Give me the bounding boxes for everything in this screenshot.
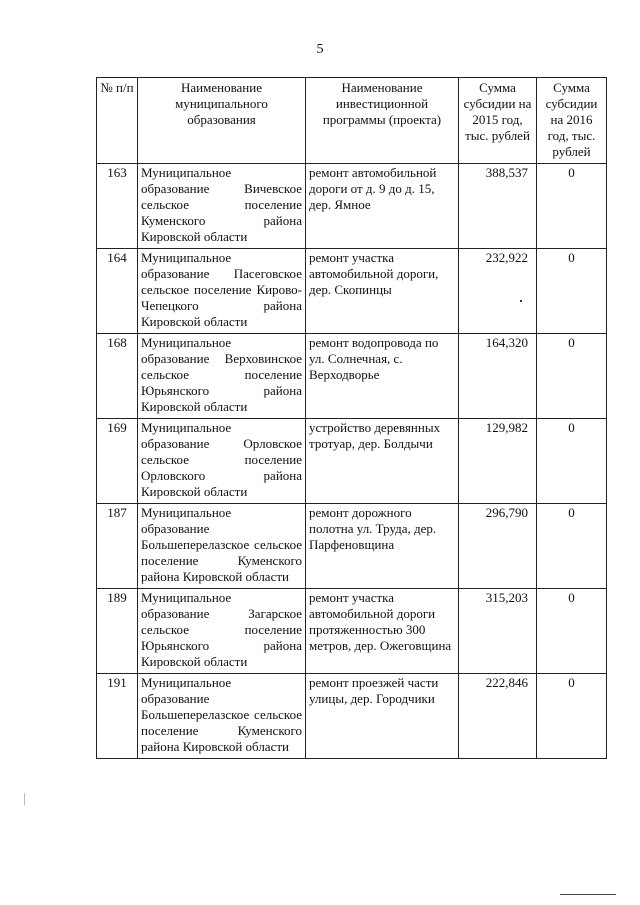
header-num: № п/п xyxy=(97,78,138,164)
sum-2015-cell: 315,203 xyxy=(459,589,537,674)
program-cell: ремонт дорожного полотна ул. Труда, дер. Парфеновщина xyxy=(306,504,459,589)
sum-2016-cell: 0 xyxy=(537,419,607,504)
page-number: 5 xyxy=(316,42,324,57)
row-number: 191 xyxy=(97,674,138,759)
row-number: 169 xyxy=(97,419,138,504)
municipality-cell: Муниципальное образование Большеперелазское сельское поселение Куменского района Кировской области xyxy=(138,504,306,589)
program-cell: ремонт участка автомобильной дороги, дер. Скопинцы xyxy=(306,249,459,334)
row-number: 164 xyxy=(97,249,138,334)
sum-2016-cell: 0 xyxy=(537,589,607,674)
sum-2016-cell: 0 xyxy=(537,334,607,419)
scan-edge-mark xyxy=(24,793,25,805)
program-cell: ремонт автомобильной дороги от д. 9 до д. 15, дер. Ямное xyxy=(306,164,459,249)
sum-2016-cell: 0 xyxy=(537,249,607,334)
row-number: 189 xyxy=(97,589,138,674)
table-row xyxy=(97,249,607,334)
municipality-cell: Муниципальное образование Загарское сельское поселение Юрьянского района Кировской области xyxy=(138,589,306,674)
table-row xyxy=(97,674,607,759)
header-municipality: Наименование муниципального образования xyxy=(138,78,306,164)
row-number: 187 xyxy=(97,504,138,589)
program-cell: устройство деревянных тротуар, дер. Болдычи xyxy=(306,419,459,504)
row-number: 168 xyxy=(97,334,138,419)
table-header xyxy=(97,78,607,164)
sum-2016-cell: 0 xyxy=(537,674,607,759)
sum-2015-cell: 164,320 xyxy=(459,334,537,419)
footer-rule xyxy=(560,894,616,895)
municipality-cell: Муниципальное образование Вичевское сельское поселение Куменского района Кировской области xyxy=(138,164,306,249)
header-sum-2016: Сумма субсидии на 2016 год, тыс. рублей xyxy=(537,78,607,164)
table-body xyxy=(97,164,607,759)
table-row xyxy=(97,164,607,249)
sum-2015-cell: 388,537 xyxy=(459,164,537,249)
program-cell: ремонт участка автомобильной дороги протяженностью 300 метров, дер. Ожеговщина xyxy=(306,589,459,674)
municipality-cell: Муниципальное образование Большеперелазское сельское поселение Куменского района Кировской области xyxy=(138,674,306,759)
sum-2015-cell: 232,922 xyxy=(459,249,537,334)
program-cell: ремонт проезжей части улицы, дер. Городчики xyxy=(306,674,459,759)
header-program: Наименование инвестиционной программы (проекта) xyxy=(306,78,459,164)
sum-2016-cell: 0 xyxy=(537,504,607,589)
sum-2015-cell: 129,982 xyxy=(459,419,537,504)
municipality-cell: Муниципальное образование Пасеговское сельское поселение Кирово-Чепецкого района Кировской области xyxy=(138,249,306,334)
sum-2015-cell: 222,846 xyxy=(459,674,537,759)
table-row xyxy=(97,589,607,674)
table-row xyxy=(97,334,607,419)
municipality-cell: Муниципальное образование Верховинское сельское поселение Юрьянского района Кировской области xyxy=(138,334,306,419)
row-number: 163 xyxy=(97,164,138,249)
program-cell: ремонт водопровода по ул. Солнечная, с. Верходворье xyxy=(306,334,459,419)
table-row xyxy=(97,504,607,589)
header-row xyxy=(97,78,607,164)
scan-speck xyxy=(520,300,522,302)
sum-2015-cell: 296,790 xyxy=(459,504,537,589)
sum-2016-cell: 0 xyxy=(537,164,607,249)
subsidy-table xyxy=(96,77,607,759)
municipality-cell: Муниципальное образование Орловское сельское поселение Орловского района Кировской области xyxy=(138,419,306,504)
table-row xyxy=(97,419,607,504)
header-sum-2015: Сумма субсидии на 2015 год, тыс. рублей xyxy=(459,78,537,164)
